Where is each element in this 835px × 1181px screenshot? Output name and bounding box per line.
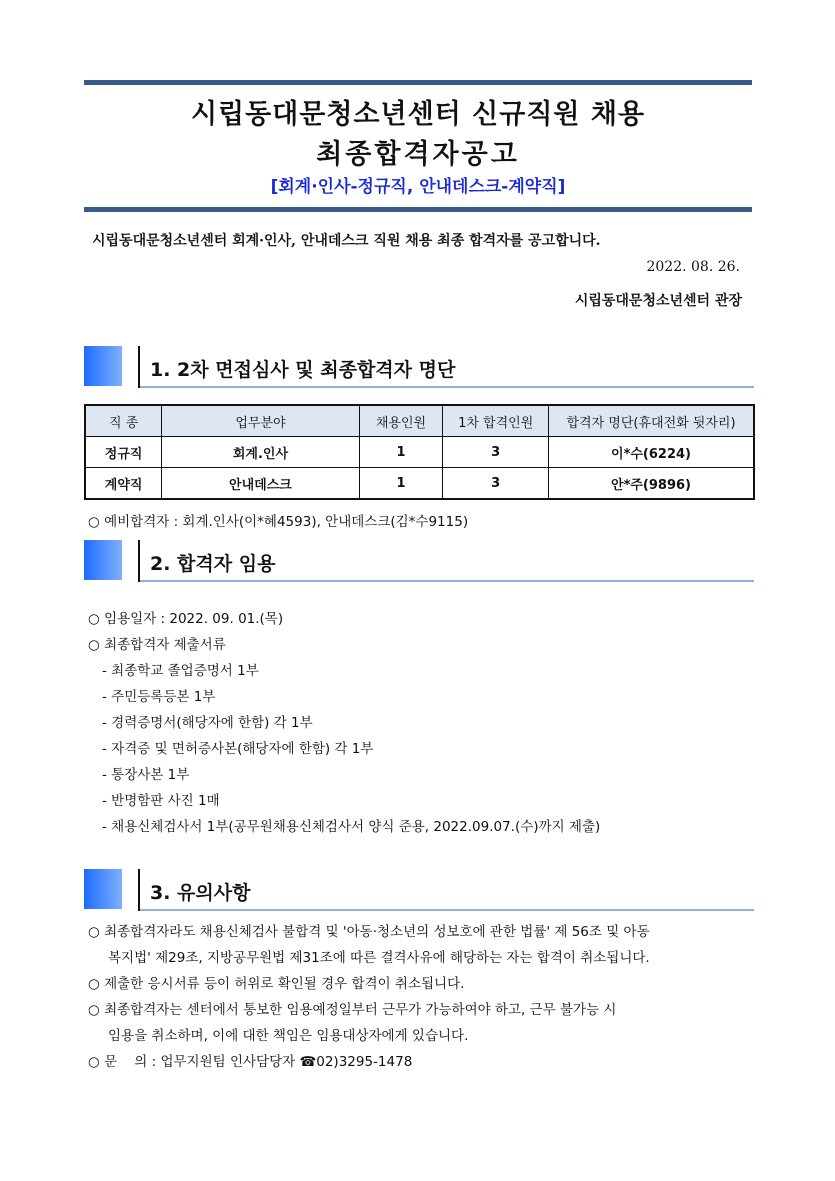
table-cell: 계약직 [85, 468, 162, 500]
table-header-row [85, 405, 754, 437]
title-line-2: 최종합격자공고 [316, 139, 520, 170]
table-header-cell: 업무분야 [162, 405, 359, 437]
title-line-1: 시립동대문청소년센터 신규직원 채용 [190, 99, 646, 130]
table-row [85, 437, 754, 468]
table-cell: 3 [443, 468, 549, 500]
section2-title: 2. 합격자 임용 [150, 553, 276, 575]
notice-item-continued: 복지법' 제29조, 지방공무원법 제31조에 따른 결격사유에 해당하는 자는 합격이 취소됩니다. [108, 950, 650, 966]
table-header-cell: 직 종 [85, 405, 162, 437]
announcement-date: 2022. 08. 26. [646, 259, 740, 275]
section2-divider [138, 540, 140, 582]
appointment-date: ○ 임용일자 : 2022. 09. 01.(목) [88, 611, 284, 627]
section3-marker [84, 869, 122, 909]
section3-underline [140, 909, 754, 911]
list-item: - 최종학교 졸업증명서 1부 [102, 663, 259, 679]
notice-item: ○ 최종합격자는 센터에서 통보한 임용예정일부터 근무가 가능하여야 하고, 근무 불가능 시 [88, 1002, 617, 1018]
section1-title: 1. 2차 면접심사 및 최종합격자 명단 [150, 359, 456, 381]
table-cell: 안*주(9896) [549, 468, 754, 500]
header-bottom-rule [84, 207, 752, 212]
notice-item: ○ 제출한 응시서류 등이 허위로 확인될 경우 합격이 취소됩니다. [88, 976, 465, 992]
table-row [85, 468, 754, 500]
finalists-table [84, 404, 755, 500]
section1-marker [84, 346, 122, 386]
table-cell: 1 [359, 468, 443, 500]
list-item: - 채용신체검사서 1부(공무원채용신체검사서 양식 준용, 2022.09.07.(수)까지 제출) [102, 819, 601, 835]
table-cell: 정규직 [85, 437, 162, 468]
section3-title: 3. 유의사항 [150, 882, 251, 904]
list-item: - 주민등록등본 1부 [102, 689, 216, 705]
section2-marker [84, 540, 122, 580]
table-cell: 회계.인사 [162, 437, 359, 468]
table-header-cell: 합격자 명단(휴대전화 뒷자리) [549, 405, 754, 437]
signer: 시립동대문청소년센터 관장 [574, 293, 742, 309]
intro-text: 시립동대문청소년센터 회계·인사, 안내데스크 직원 채용 최종 합격자를 공고합니다. [92, 233, 601, 249]
list-item: - 통장사본 1부 [102, 767, 190, 783]
list-item: - 자격증 및 면허증사본(해당자에 한함) 각 1부 [102, 741, 374, 757]
section1-underline [140, 386, 754, 388]
notice-item: ○ 최종합격자라도 채용신체검사 불합격 및 '아동·청소년의 성보호에 관한 법률' 제 56조 및 아동 [88, 924, 650, 940]
list-item: - 반명함판 사진 1매 [102, 793, 220, 809]
table-cell: 3 [443, 437, 549, 468]
table-header-cell: 채용인원 [359, 405, 443, 437]
section2-underline [140, 580, 754, 582]
section3-divider [138, 869, 140, 911]
table-cell: 안내데스크 [162, 468, 359, 500]
alternate-finalists-note: ○ 예비합격자 : 회계.인사(이*혜4593), 안내데스크(김*수9115) [88, 514, 469, 530]
table-header-cell: 1차 합격인원 [443, 405, 549, 437]
list-item: - 경력증명서(해당자에 한함) 각 1부 [102, 715, 313, 731]
contact-info: ○ 문 의 : 업무지원팀 인사담당자 ☎02)3295-1478 [88, 1054, 413, 1070]
table-cell: 1 [359, 437, 443, 468]
header-top-rule [84, 80, 752, 85]
subtitle: [회계·인사-정규직, 안내데스크-계약직] [270, 177, 566, 197]
section1-divider [138, 346, 140, 388]
required-docs-heading: ○ 최종합격자 제출서류 [88, 637, 226, 653]
notice-item-continued: 임용을 취소하며, 이에 대한 책임은 임용대상자에게 있습니다. [108, 1028, 469, 1044]
table-cell: 이*수(6224) [549, 437, 754, 468]
